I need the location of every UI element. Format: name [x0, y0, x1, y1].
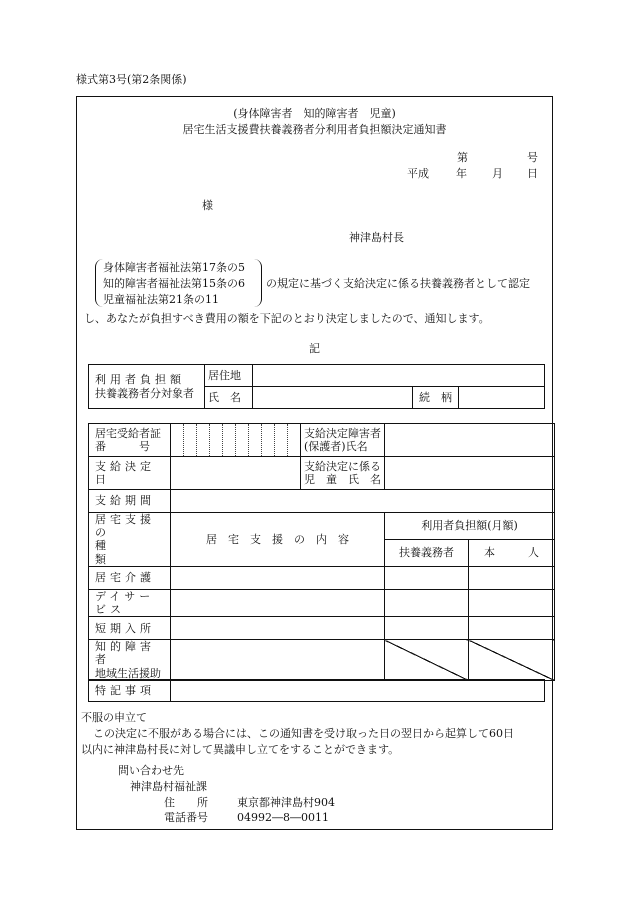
target-person-table	[88, 364, 545, 409]
self-amount-field[interactable]	[469, 589, 555, 616]
address-label: 居住地	[205, 365, 253, 387]
appeal-heading: 不服の申立て	[81, 711, 147, 724]
support-row-label: 居宅介護	[89, 566, 171, 589]
guardian-amount-crossed	[385, 640, 469, 681]
disabled-person-field[interactable]	[385, 424, 555, 457]
disabled-person-label: 支給決定障害者 (保護者)氏名	[301, 424, 385, 457]
law-1: 身体障害者福祉法第17条の5	[103, 261, 245, 274]
support-content-label: 居 宅 支 援 の 内 容	[171, 513, 385, 567]
contact-address-label: 住 所	[164, 796, 208, 809]
decision-date-field[interactable]	[171, 457, 301, 490]
appeal-text-line2: 以内に神津島村長に対して異議申し立てをすることができます。	[81, 743, 400, 756]
recipient-no-digit[interactable]	[249, 424, 262, 457]
support-content-field[interactable]	[171, 640, 385, 681]
name-field[interactable]	[253, 387, 413, 409]
address-field[interactable]	[253, 365, 545, 387]
recipient-no-digit[interactable]	[262, 424, 275, 457]
contact-department: 神津島村福祉課	[130, 780, 207, 793]
date-year: 年	[456, 167, 467, 180]
relation-field[interactable]	[459, 387, 545, 409]
recipient-no-digit[interactable]	[184, 424, 197, 457]
monthly-burden-label: 利用者負担額(月額)	[385, 513, 555, 540]
support-content-field[interactable]	[171, 566, 385, 589]
recipient-no-label: 居宅受給者証 番 号	[89, 424, 171, 457]
target-person-label: 利用者負担額 扶養義務者分対象者	[89, 365, 205, 409]
recipient-no-digit[interactable]	[210, 424, 223, 457]
support-type-label: 居宅支援の 種 類	[89, 513, 171, 567]
law-3: 児童福祉法第21条の11	[103, 293, 219, 306]
date-day: 日	[527, 167, 538, 180]
child-name-label: 支給決定に係る 児 童 氏 名	[301, 457, 385, 490]
date-era: 平成	[407, 167, 429, 180]
number-label-dai: 第	[457, 151, 468, 164]
issuer-name: 神津島村長	[349, 231, 404, 244]
support-content-field[interactable]	[171, 617, 385, 640]
contact-address: 東京都神津島村904	[237, 796, 335, 809]
ki-heading: 記	[309, 342, 320, 355]
date-month: 月	[492, 167, 503, 180]
guardian-amount-field[interactable]	[385, 589, 469, 616]
self-label: 本 人	[469, 539, 555, 566]
appeal-text-line1: この決定に不服がある場合には、この通知書を受け取った日の翌日から起算して60日	[93, 727, 514, 740]
contact-heading: 問い合わせ先	[118, 764, 184, 777]
support-content-field[interactable]	[171, 589, 385, 616]
self-amount-field[interactable]	[469, 617, 555, 640]
support-row-label: デイサービス	[89, 589, 171, 616]
remarks-field[interactable]	[171, 680, 545, 702]
form-number: 様式第3号(第2条関係)	[76, 73, 187, 86]
addressee-suffix: 様	[202, 199, 213, 212]
remarks-table	[88, 679, 545, 702]
recipient-no-digit[interactable]	[288, 424, 301, 457]
self-amount-crossed	[469, 640, 555, 681]
support-row-label: 知的障害者 地域生活援助	[89, 640, 171, 681]
support-row-label: 短期入所	[89, 617, 171, 640]
decision-table	[88, 423, 555, 681]
contact-phone-label: 電話番号	[164, 811, 208, 824]
recipient-no-digit[interactable]	[223, 424, 236, 457]
relation-label: 続 柄	[413, 387, 459, 409]
child-name-field[interactable]	[385, 457, 555, 490]
decision-date-label: 支給決定日	[89, 457, 171, 490]
body-text-line1: の規定に基づく支給決定に係る扶養義務者として認定	[266, 277, 530, 290]
recipient-no-digit[interactable]	[171, 424, 184, 457]
guardian-amount-field[interactable]	[385, 617, 469, 640]
recipient-no-digit[interactable]	[197, 424, 210, 457]
self-amount-field[interactable]	[469, 566, 555, 589]
recipient-no-digit[interactable]	[275, 424, 288, 457]
body-text-line2: し、あなたが負担すべき費用の額を下記のとおり決定しましたので、通知します。	[84, 312, 490, 325]
guardian-amount-field[interactable]	[385, 566, 469, 589]
recipient-no-digit[interactable]	[236, 424, 249, 457]
number-label-go: 号	[527, 151, 538, 164]
contact-phone: 04992―8―0011	[237, 811, 329, 824]
guardian-label: 扶養義務者	[385, 539, 469, 566]
period-label: 支給期間	[89, 490, 171, 513]
remarks-label: 特記事項	[89, 680, 171, 702]
document-title-category: (身体障害者 知的障害者 児童)	[233, 107, 396, 120]
document-title: 居宅生活支援費扶養義務者分利用者負担額決定通知書	[182, 123, 447, 136]
period-field[interactable]	[171, 490, 555, 513]
name-label: 氏 名	[205, 387, 253, 409]
law-2: 知的障害者福祉法第15条の6	[103, 277, 245, 290]
